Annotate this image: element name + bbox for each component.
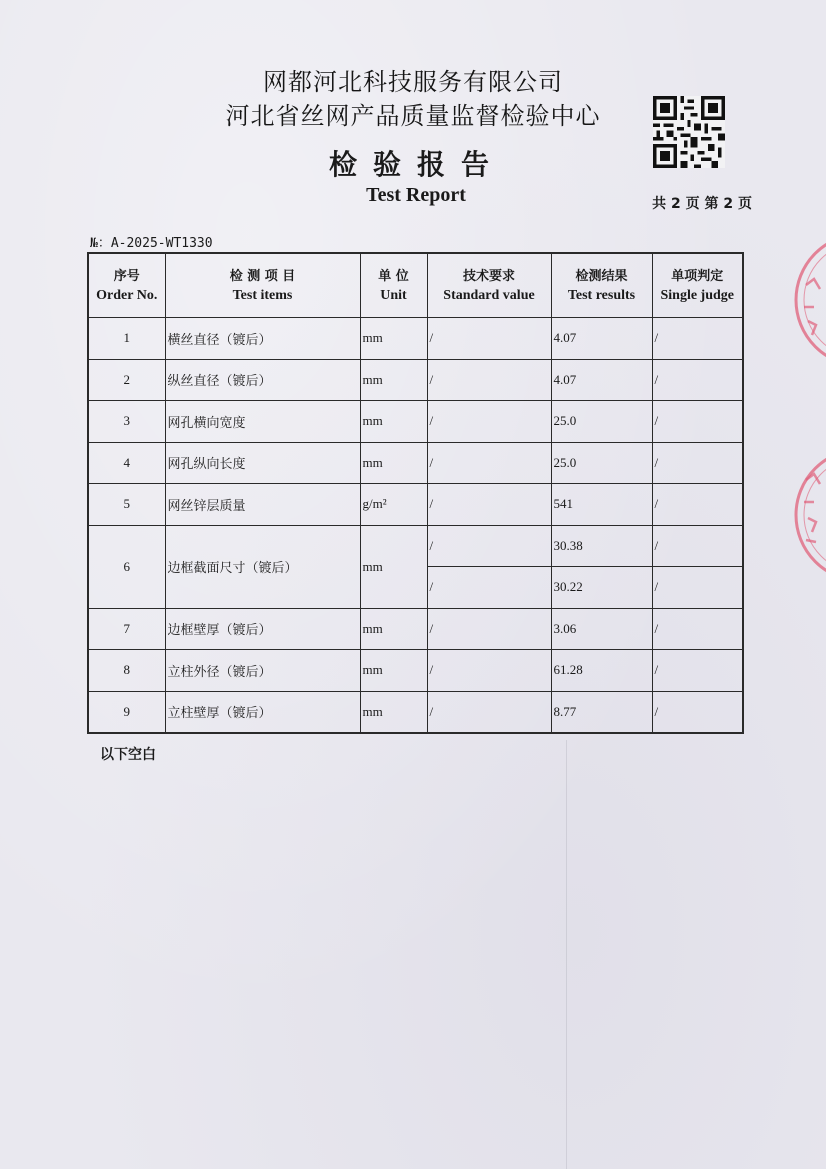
row-unit: mm — [360, 691, 427, 733]
row-single-judge: / — [652, 484, 743, 526]
row-test-item: 边框截面尺寸（镀后） — [165, 525, 360, 608]
row-test-item: 网孔横向宽度 — [165, 401, 360, 443]
table-header-row — [88, 253, 743, 318]
report-title-english: Test Report — [366, 184, 466, 206]
row-test-item: 边框壁厚（镀后） — [165, 608, 360, 650]
row-test-result: 25.0 — [551, 401, 652, 443]
test-results-table — [87, 252, 744, 734]
red-seal-stamp — [792, 440, 826, 590]
organization-name: 网都河北科技服务有限公司 — [263, 68, 563, 96]
row-unit: mm — [360, 318, 427, 360]
column-header-unit: 单 位 Unit — [360, 253, 427, 318]
row-standard-value: / — [427, 484, 551, 526]
inspection-center-name: 河北省丝网产品质量监督检验中心 — [225, 102, 601, 130]
row-unit: mm — [360, 401, 427, 443]
table-row — [88, 401, 743, 443]
row-order-no: 9 — [88, 691, 165, 733]
row-unit: mm — [360, 608, 427, 650]
row-single-judge: / — [652, 442, 743, 484]
row-standard-value: / — [427, 442, 551, 484]
row-standard-value: / — [427, 567, 551, 609]
report-number: №：A-2025-WT1330 — [90, 236, 213, 251]
row-single-judge: / — [652, 691, 743, 733]
row-test-result: 25.0 — [551, 442, 652, 484]
row-single-judge: / — [652, 401, 743, 443]
row-test-result: 3.06 — [551, 608, 652, 650]
row-test-result: 8.77 — [551, 691, 652, 733]
qr-code-icon — [653, 96, 725, 168]
row-order-no: 1 — [88, 318, 165, 360]
page-count: 共 2 页 第 2 页 — [652, 196, 752, 212]
table-row — [88, 359, 743, 401]
paper-fold-line — [566, 740, 567, 1169]
row-standard-value: / — [427, 608, 551, 650]
table-row — [88, 318, 743, 360]
row-unit: mm — [360, 442, 427, 484]
row-test-result: 541 — [551, 484, 652, 526]
row-single-judge: / — [652, 525, 743, 567]
row-test-result: 4.07 — [551, 318, 652, 360]
row-order-no: 2 — [88, 359, 165, 401]
row-single-judge: / — [652, 608, 743, 650]
row-order-no: 3 — [88, 401, 165, 443]
row-unit: mm — [360, 525, 427, 608]
column-header-items: 检 测 项 目 Test items — [165, 253, 360, 318]
blank-below-note: 以下空白 — [100, 747, 156, 763]
row-single-judge: / — [652, 650, 743, 692]
row-test-result: 30.22 — [551, 567, 652, 609]
red-seal-stamp — [792, 225, 826, 375]
row-unit: mm — [360, 650, 427, 692]
row-test-result: 4.07 — [551, 359, 652, 401]
table-row — [88, 608, 743, 650]
row-standard-value: / — [427, 650, 551, 692]
row-single-judge: / — [652, 567, 743, 609]
row-standard-value: / — [427, 318, 551, 360]
row-order-no: 4 — [88, 442, 165, 484]
row-test-result: 61.28 — [551, 650, 652, 692]
table-row — [88, 691, 743, 733]
column-header-judge: 单项判定 Single judge — [652, 253, 743, 318]
row-order-no: 8 — [88, 650, 165, 692]
column-header-standard: 技术要求 Standard value — [427, 253, 551, 318]
table-row — [88, 525, 743, 567]
row-order-no: 5 — [88, 484, 165, 526]
column-header-results: 检测结果 Test results — [551, 253, 652, 318]
row-standard-value: / — [427, 401, 551, 443]
row-single-judge: / — [652, 359, 743, 401]
row-test-item: 纵丝直径（镀后） — [165, 359, 360, 401]
row-standard-value: / — [427, 525, 551, 567]
row-test-item: 网丝锌层质量 — [165, 484, 360, 526]
row-order-no: 6 — [88, 525, 165, 608]
column-header-order: 序号 Order No. — [88, 253, 165, 318]
row-test-item: 网孔纵向长度 — [165, 442, 360, 484]
row-test-item: 横丝直径（镀后） — [165, 318, 360, 360]
row-test-item: 立柱外径（镀后） — [165, 650, 360, 692]
table-row — [88, 442, 743, 484]
row-order-no: 7 — [88, 608, 165, 650]
row-standard-value: / — [427, 359, 551, 401]
row-unit: mm — [360, 359, 427, 401]
row-test-result: 30.38 — [551, 525, 652, 567]
row-single-judge: / — [652, 318, 743, 360]
report-title-chinese: 检验报告 — [328, 148, 505, 181]
table-row — [88, 484, 743, 526]
row-unit: g/m² — [360, 484, 427, 526]
row-test-item: 立柱壁厚（镀后） — [165, 691, 360, 733]
table-row — [88, 650, 743, 692]
row-standard-value: / — [427, 691, 551, 733]
report-header — [0, 0, 826, 230]
